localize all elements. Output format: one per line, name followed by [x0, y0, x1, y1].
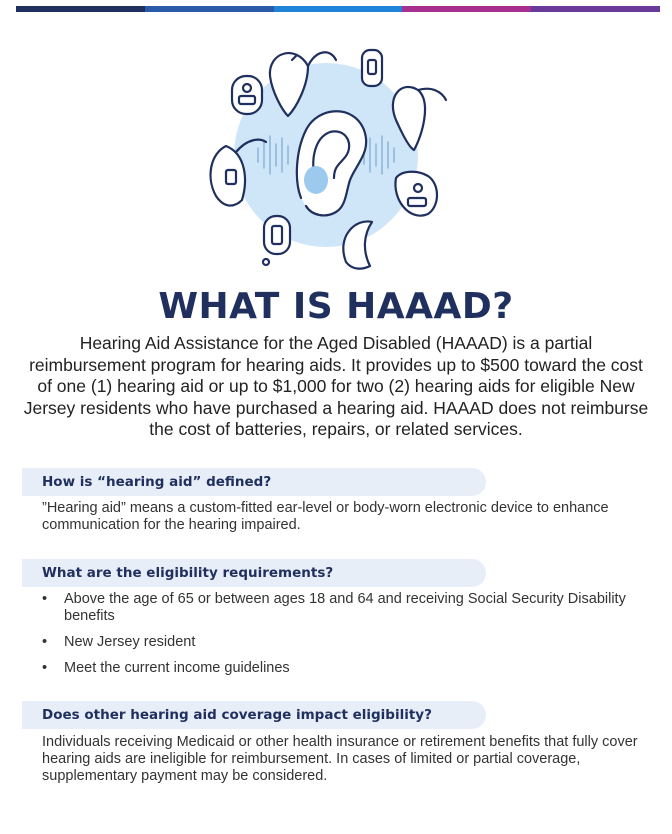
- bar-segment-2: [145, 6, 274, 12]
- bar-segment-5: [531, 6, 660, 12]
- question-pill-definition: How is “hearing aid” defined?: [22, 468, 486, 496]
- answer-coverage: Individuals receiving Medicaid or other health insurance or retirement benefits that fully cover hearing aids are ineligible for reimbursement. In cases of limited or partial coverage, supplementary payment may be considered.: [42, 734, 638, 784]
- question-pill-eligibility: What are the eligibility requirements?: [22, 559, 486, 587]
- answer-definition: ”Hearing aid” means a custom-fitted ear-level or body-worn electronic device to enhance communication for the hearing impaired.: [42, 500, 609, 533]
- eligibility-list: [42, 591, 642, 686]
- bar-segment-4: [402, 6, 531, 12]
- bar-segment-1: [16, 6, 145, 12]
- hearing-aids-ear-icon: [196, 30, 456, 280]
- top-color-bar: [16, 6, 660, 12]
- list-item: • Above the age of 65 or between ages 18 and 64 and receiving Social Security Disability benefits: [42, 591, 642, 625]
- intro-paragraph: Hearing Aid Assistance for the Aged Disabled (HAAAD) is a partial reimbursement program for hearing aids. It provides up to $500 toward the cost of one (1) hearing aid or up to $1,000 for two (2) hearing aids for eligible New Jersey residents who have purchased a hearing aid. HAAAD does not reimburse the cost of batteries, repairs, or related services.: [23, 333, 649, 439]
- bar-segment-3: [274, 6, 403, 12]
- list-item: • Meet the current income guidelines: [42, 660, 642, 677]
- list-item: • New Jersey resident: [42, 634, 642, 651]
- question-pill-coverage: Does other hearing aid coverage impact eligibility?: [22, 701, 486, 729]
- page-title: WHAT IS HAAAD?: [158, 286, 514, 327]
